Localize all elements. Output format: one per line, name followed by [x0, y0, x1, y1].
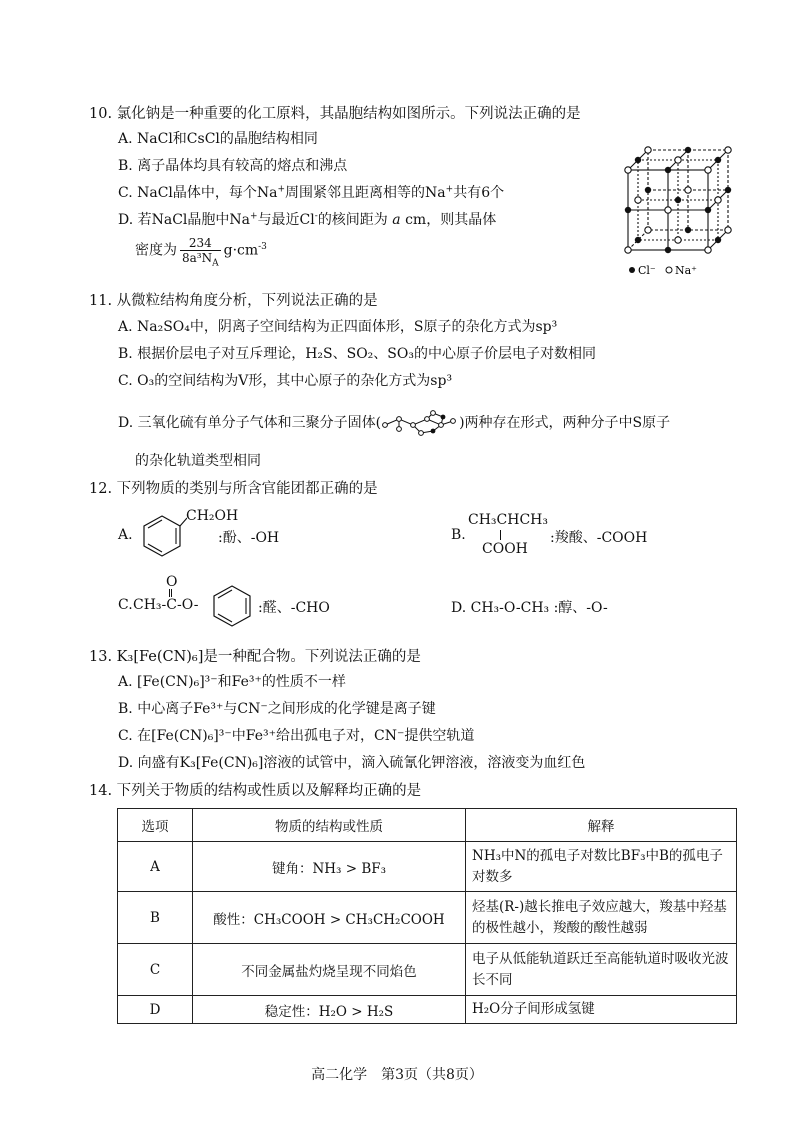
q12-option-c-label: C. — [118, 597, 133, 613]
q10-option-b: B. 离子晶体均具有较高的熔点和沸点 — [118, 158, 348, 174]
q10-option-a: A. NaCl和CsCl的晶胞结构相同 — [118, 131, 318, 147]
q12-b-chain: CH₃CHCH₃ — [468, 512, 548, 528]
q12-option-a-desc: :酚、-OH — [218, 530, 280, 546]
table-header-row — [118, 809, 737, 842]
table-header: 解释 — [466, 809, 737, 842]
density-fraction: $\frac{234}{8a^3N_A}$ — [182, 236, 219, 269]
q11-option-d: D. 三氧化硫有单分子气体和三聚分子固体( )两种存在形式，两种分子中S原子 — [118, 409, 670, 437]
table-row — [118, 996, 737, 1024]
q11-option-d-line2: 的杂化轨道类型相同 — [135, 453, 261, 469]
q12-b-bond — [500, 530, 501, 540]
q12-c-chain: CH₃-C-O- — [133, 597, 199, 613]
table-cell-option: A — [118, 842, 193, 892]
table-cell-property: 不同金属盐灼烧呈现不同焰色 — [193, 944, 466, 996]
q12-option-c-desc: :醛、-CHO — [258, 600, 330, 616]
q12-b-cooh: COOH — [482, 541, 528, 557]
table-row — [118, 892, 737, 944]
table-cell-option: D — [118, 996, 193, 1024]
q12-c-carbonyl-o: O — [166, 574, 178, 590]
so3-trimer-structure-icon — [381, 409, 459, 437]
table-cell-explanation: 烃基(R-)越长推电子效应越大，羧基中羟基的极性越小，羧酸的酸性越弱 — [466, 892, 737, 944]
table-cell-property: 稳定性：H₂O > H₂S — [193, 996, 466, 1024]
q10-option-d-density: 密度为 $\frac{234}{8a^3N_A}$ $g\cdot cm^{-3}$ — [135, 236, 267, 269]
q11-option-c: C. O₃的空间结构为V形，其中心原子的杂化方式为sp³ — [118, 373, 453, 389]
q12-option-d: D. CH₃-O-CH₃ :醇、-O- — [451, 600, 608, 616]
q14-answer-table — [117, 808, 737, 1024]
benzene-ring-icon — [137, 512, 187, 558]
nacl-unit-cell-figure — [618, 140, 738, 282]
q12-option-b-label: B. — [451, 527, 466, 543]
q10-stem: 10. 氯化钠是一种重要的化工原料，其晶胞结构如图所示。下列说法正确的是 — [89, 106, 581, 122]
q12-a-ch2oh: CH₂OH — [186, 508, 239, 524]
table-row — [118, 944, 737, 996]
phenyl-ring-icon — [207, 582, 257, 628]
table-header: 物质的结构或性质 — [193, 809, 466, 842]
q13-option-d: D. 向盛有K₃[Fe(CN)₆]溶液的试管中，滴入硫氰化钾溶液，溶液变为血红色 — [118, 755, 586, 771]
table-cell-explanation: NH₃中N的孤电子对数比BF₃中B的孤电子对数多 — [466, 842, 737, 892]
q12-c-double-bond — [169, 589, 172, 597]
q12-stem: 12. 下列物质的类别与所含官能团都正确的是 — [89, 481, 378, 497]
q10-option-d: D. 若NaCl晶胞中Na+与最近Cl-的核间距为 a cm，则其晶体 — [118, 211, 497, 228]
table-row — [118, 842, 737, 892]
q12-option-a-label: A. — [118, 527, 133, 543]
table-cell-property: 键角：NH₃ > BF₃ — [193, 842, 466, 892]
table-cell-explanation: H₂O分子间形成氢键 — [466, 996, 737, 1024]
page-footer: 高二化学 第3页（共8页） — [311, 1067, 483, 1083]
table-cell-property: 酸性：CH₃COOH > CH₃CH₂COOH — [193, 892, 466, 944]
q13-option-b: B. 中心离子Fe³⁺与CN⁻之间形成的化学键是离子键 — [118, 701, 436, 717]
q13-option-c: C. 在[Fe(CN)₆]³⁻中Fe³⁺给出孤电子对，CN⁻提供空轨道 — [118, 728, 475, 744]
q12-option-b-desc: :羧酸、-COOH — [550, 530, 648, 546]
q11-option-a: A. Na₂SO₄中，阴离子空间结构为正四面体形，S原子的杂化方式为sp³ — [118, 319, 558, 335]
q13-option-a: A. [Fe(CN)₆]³⁻和Fe³⁺的性质不一样 — [118, 674, 346, 690]
q11-stem: 11. 从微粒结构角度分析，下列说法正确的是 — [89, 293, 378, 309]
table-header: 选项 — [118, 809, 193, 842]
q14-stem: 14. 下列关于物质的结构或性质以及解释均正确的是 — [89, 783, 422, 799]
na-legend-marker — [666, 267, 672, 273]
cl-legend-label: Cl⁻ — [638, 264, 656, 277]
table-cell-option: B — [118, 892, 193, 944]
cl-legend-marker — [629, 267, 635, 273]
table-cell-option: C — [118, 944, 193, 996]
q13-stem: 13. K₃[Fe(CN)₆]是一种配合物。下列说法正确的是 — [89, 649, 421, 665]
q11-option-b: B. 根据价层电子对互斥理论，H₂S、SO₂、SO₃的中心原子价层电子对数相同 — [118, 346, 596, 362]
na-legend-label: Na⁺ — [675, 264, 697, 277]
table-cell-explanation: 电子从低能轨道跃迁至高能轨道时吸收光波长不同 — [466, 944, 737, 996]
q10-option-c: C. NaCl晶体中，每个Na+周围紧邻且距离相等的Na+共有6个 — [118, 184, 505, 201]
